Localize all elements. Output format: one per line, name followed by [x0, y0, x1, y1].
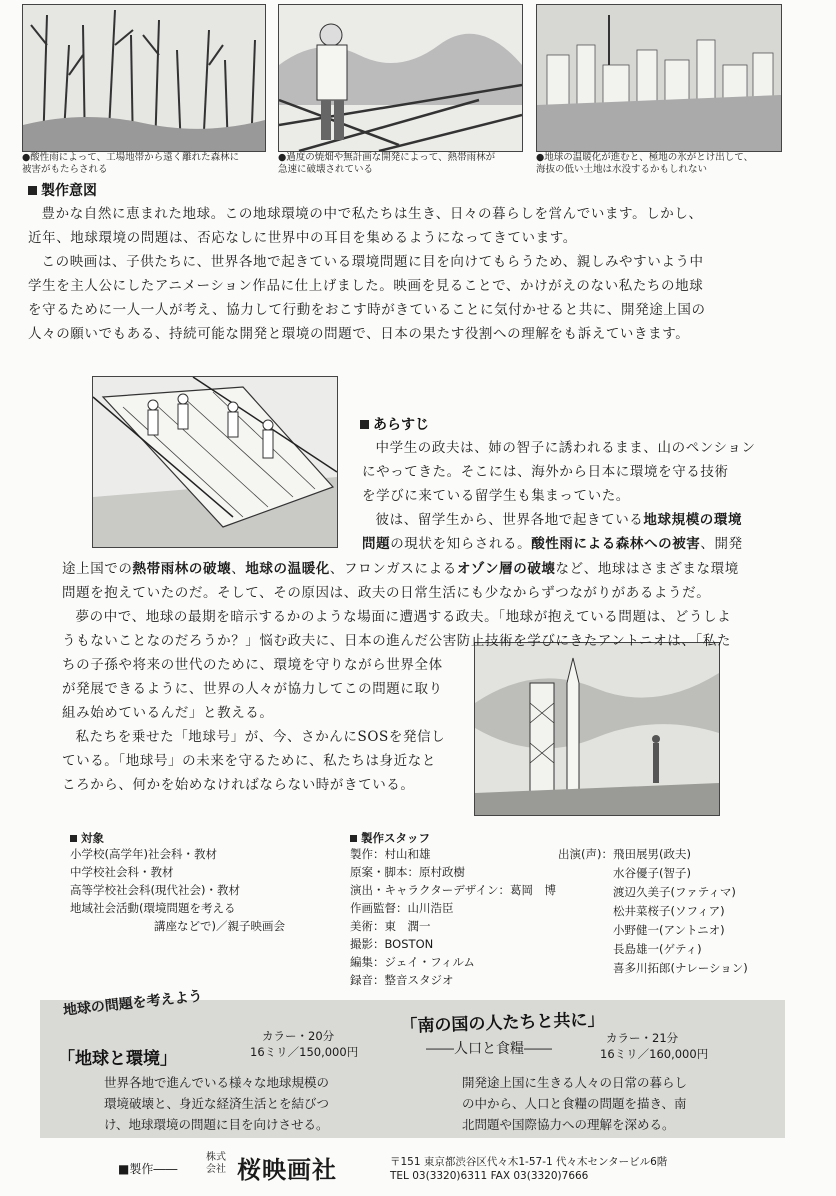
- film2-description: 開発途上国に生きる人々の日常の暮らし の中から、人口と食糧の問題を描き、南 北問題や国際協力への理解を深める。: [462, 1075, 688, 1132]
- cast-item: 出演(声)：飛田展男(政夫): [558, 847, 691, 861]
- cast-item: 長島雄一(ゲティ): [613, 942, 702, 956]
- film1-spec: カラー・20分 16ミリ／150,000円: [250, 1029, 359, 1059]
- target-item: 小学校(高学年)社会科・教材: [70, 847, 217, 861]
- cast-item: 渡辺久美子(ファティマ): [613, 885, 736, 899]
- staff-item: 撮影：BOSTON: [350, 937, 434, 951]
- illustration-acid-rain-forest: [22, 4, 266, 152]
- cast-section: [558, 846, 788, 976]
- target-item: 講座などで)／親子映画会: [154, 919, 285, 933]
- film2-subtitle: ――人口と食糧――: [426, 1041, 552, 1057]
- intent-heading: 製作意図: [28, 180, 97, 200]
- staff-item: 演出・キャラクターデザイン：葛岡 博: [350, 883, 556, 897]
- staff-item: 録音：整音スタジオ: [350, 973, 454, 987]
- cast-item: 喜多川拓郎(ナレーション): [613, 961, 748, 975]
- caption-acid-rain: ●酸性雨によって、工場地帯から遠く離れた森林に 被害がもたらされる: [22, 152, 240, 175]
- caption-rainforest: ●過度の焼畑や無計画な開発によって、熱帯雨林が 急速に破壊されている: [278, 152, 496, 175]
- target-item: 中学校社会科・教材: [70, 865, 174, 879]
- illustration-students-on-pier: [92, 376, 338, 548]
- target-section: [70, 830, 330, 934]
- cast-item: 松井菜桜子(ソフィア): [613, 904, 725, 918]
- staff-item: 作画監督：山川浩臣: [350, 901, 454, 915]
- staff-section: [350, 830, 560, 988]
- staff-item: 原案・脚本：原村政樹: [350, 865, 465, 879]
- film2-spec: カラー・21分 16ミリ／160,000円: [600, 1031, 709, 1061]
- square-bullet-icon: [28, 186, 37, 195]
- target-item: 高等学校社会科(現代社会)・教材: [70, 883, 240, 897]
- film1-description: 世界各地で進んでいる様々な地球規模の 環境破壊と、身近な経済生活とを結びつ け、地球環境の問題に目を向けさせる。: [104, 1075, 330, 1132]
- target-item: 地域社会活動(環境問題を考える: [70, 901, 236, 915]
- illustration-rocket-launch: [474, 642, 720, 816]
- intent-paragraph: 豊かな自然に恵まれた地球。この地球環境の中で私たちは生き、日々の暮らしを営んでいます。しかし、 近年、地球環境の問題は、否応なしに世界中の耳目を集めるようになってきています。 この映画は、子供たちに、世界各地で起きている環境問題に目を向けてもらうため、親しみやすいよう中 学生を主人公にしたアニメーション作品に仕上げました。映画を見ることで、かけがえのない私たちの地球 を守るために一人一人が考え、協力して行動をおこす時がきていることに気付かせると共に、開発途上国の 人々の願いでもある、持続可能な開発と環境の問題で、日本の果たす役割への理解をも訴えていきます。: [28, 206, 706, 342]
- cast-item: 水谷優子(智子): [613, 866, 691, 880]
- staff-item: 編集：ジェイ・フィルム: [350, 955, 475, 969]
- footer-tel: TEL 03(3320)6311 FAX 03(3320)7666: [390, 1170, 589, 1182]
- film1-title: 「地球と環境」: [58, 1049, 177, 1069]
- staff-heading: 製作スタッフ: [350, 830, 560, 846]
- cast-item: 小野健一(アントニオ): [613, 923, 725, 937]
- films-tagline: 地球の問題を考えよう: [62, 988, 204, 1019]
- target-heading: 対象: [70, 830, 330, 846]
- synopsis-paragraph-mid: 途上国での熱帯雨林の破壊、地球の温暖化、フロンガスによるオゾン層の破壊など、地球はさまざまな環境 問題を抱えていたのだ。そして、その原因は、政夫の日常生活にも少なからずつながりがあるようだ。 夢の中で、地球の最期を暗示するかのような場面に遭遇する政夫。「地球が抱えている問題は、どうしよ うもないことなのだろうか？」悩む政夫に、日本の進んだ公害防止技術を学びにきたアントニオは、「私た: [62, 561, 739, 649]
- square-bullet-icon: [70, 835, 77, 842]
- footer-kaisha: 株式 会社: [206, 1152, 226, 1175]
- synopsis-heading: あらすじ: [360, 414, 429, 434]
- synopsis-paragraph-bottom: ちの子孫や将来の世代のために、環境を守りながら世界全体 が発展できるように、世界の人々が協力してこの問題に取り 組み始めているんだ」と教える。 私たちを乗せた「地球号」が、今、さかんにSOSを発信し ている。「地球号」の未来を守るために、私たちは身近なと ころから、何かを始めなければならない時がきている。: [62, 657, 446, 793]
- square-bullet-icon: [350, 835, 357, 842]
- footer-address: 〒151 東京都渋谷区代々木1-57-1 代々木センタービル6階: [390, 1156, 668, 1168]
- film2-title: 「南の国の人たちと共に」: [400, 1009, 605, 1037]
- illustration-rainforest-destruction: [278, 4, 523, 152]
- illustration-global-warming-city: [536, 4, 782, 152]
- synopsis-paragraph-top: 中学生の政夫は、姉の智子に誘われるまま、山のペンション にやってきた。そこには、海外から日本に環境を守る技術 を学びに来ている留学生も集まっていた。 彼は、留学生から、世界各地で起きている地球規模の環境 問題の現状を知らされる。酸性雨による森林への被害、開発: [362, 440, 756, 552]
- staff-item: 製作：村山和雄: [350, 847, 431, 861]
- staff-item: 美術：東 潤一: [350, 919, 431, 933]
- caption-warming: ●地球の温暖化が進むと、極地の氷がとけ出して、 海抜の低い土地は水没するかもしれない: [536, 152, 754, 175]
- square-bullet-icon: [360, 420, 369, 429]
- footer-produced-label: ■製作――: [118, 1162, 178, 1176]
- company-name: 桜映画社: [237, 1156, 337, 1184]
